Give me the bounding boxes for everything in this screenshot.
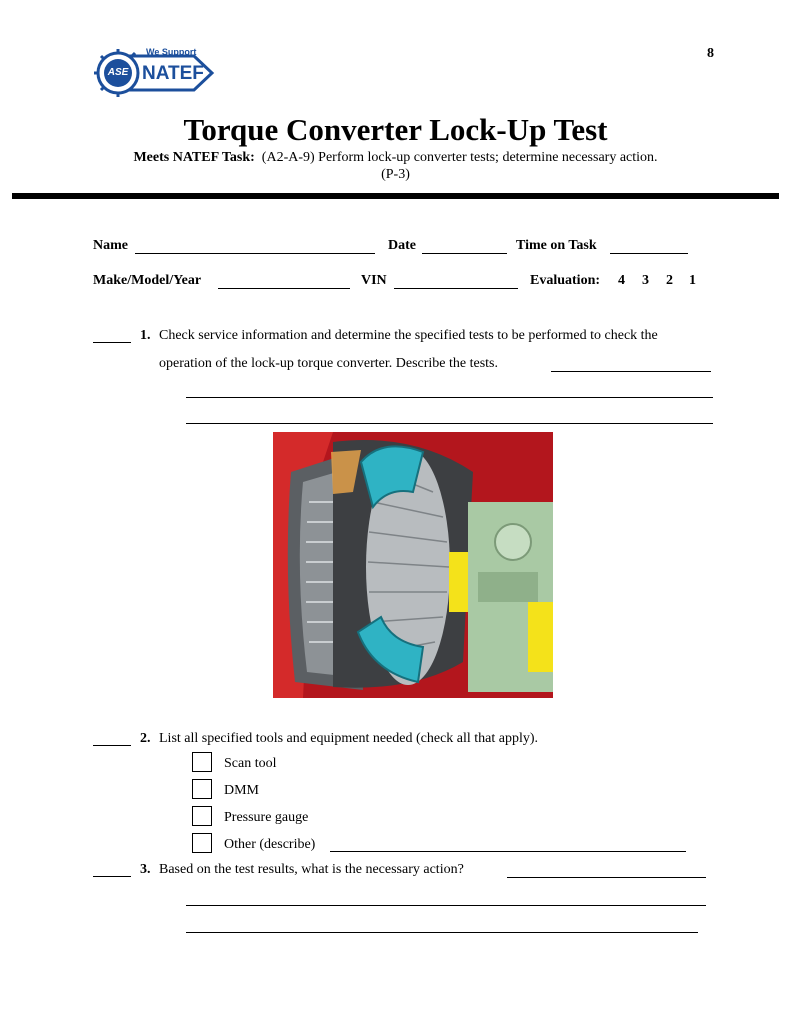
header-divider [12,193,779,199]
eval-score-2[interactable]: 2 [666,273,673,288]
q3-answer-line-3[interactable] [186,932,698,933]
time-on-task-label: Time on Task [516,238,597,253]
other-label: Other (describe) [224,837,316,852]
other-describe-field[interactable] [330,851,686,852]
q3-text: Based on the test results, what is the necessary action? [159,862,464,877]
eval-score-1[interactable]: 1 [689,273,696,288]
task-priority: (P-3) [381,167,410,182]
q1-answer-line-3[interactable] [186,423,713,424]
task-label: Meets NATEF Task: [133,150,255,165]
logo-brand: NATEF [142,63,204,84]
q3-number: 3. [140,862,151,877]
q3-answer-line-2[interactable] [186,905,706,906]
page-title: Torque Converter Lock-Up Test [183,112,608,147]
vin-field[interactable] [394,288,518,289]
name-field[interactable] [135,253,375,254]
other-checkbox[interactable] [192,833,212,853]
task-text: (A2-A-9) Perform lock-up converter tests; determine necessary action. [261,150,658,165]
torque-converter-photo [273,432,553,698]
q3-check-blank[interactable] [93,876,131,877]
torque-converter-illustration [273,432,553,698]
eval-score-3[interactable]: 3 [642,273,649,288]
scan-tool-label: Scan tool [224,756,277,771]
eval-score-4[interactable]: 4 [618,273,625,288]
q3-answer-line-1[interactable] [507,877,706,878]
make-model-year-label: Make/Model/Year [93,273,202,288]
page-number: 8 [707,46,714,61]
scan-tool-checkbox[interactable] [192,752,212,772]
vin-label: VIN [361,273,387,288]
logo-tagline: We Support [146,47,197,57]
evaluation-label: Evaluation: [530,273,601,288]
natef-logo [94,44,224,102]
q1-text-line2: operation of the lock-up torque converter. Describe the tests. [159,356,498,371]
q1-number: 1. [140,328,151,343]
q1-text-line1: Check service information and determine the specified tests to be performed to check the [159,328,658,343]
q2-check-blank[interactable] [93,745,131,746]
dmm-label: DMM [224,783,260,798]
date-label: Date [388,238,416,253]
q2-text: List all specified tools and equipment needed (check all that apply). [159,731,539,746]
date-field[interactable] [422,253,507,254]
pressure-gauge-label: Pressure gauge [224,810,309,825]
q1-check-blank[interactable] [93,342,131,343]
q2-number: 2. [140,731,151,746]
pressure-gauge-checkbox[interactable] [192,806,212,826]
task-line [0,150,791,166]
q1-answer-line-1[interactable] [551,371,711,372]
name-label: Name [93,238,128,253]
q1-answer-line-2[interactable] [186,397,713,398]
dmm-checkbox[interactable] [192,779,212,799]
logo-badge: ASE [107,67,129,78]
time-on-task-field[interactable] [610,253,688,254]
make-model-year-field[interactable] [218,288,350,289]
